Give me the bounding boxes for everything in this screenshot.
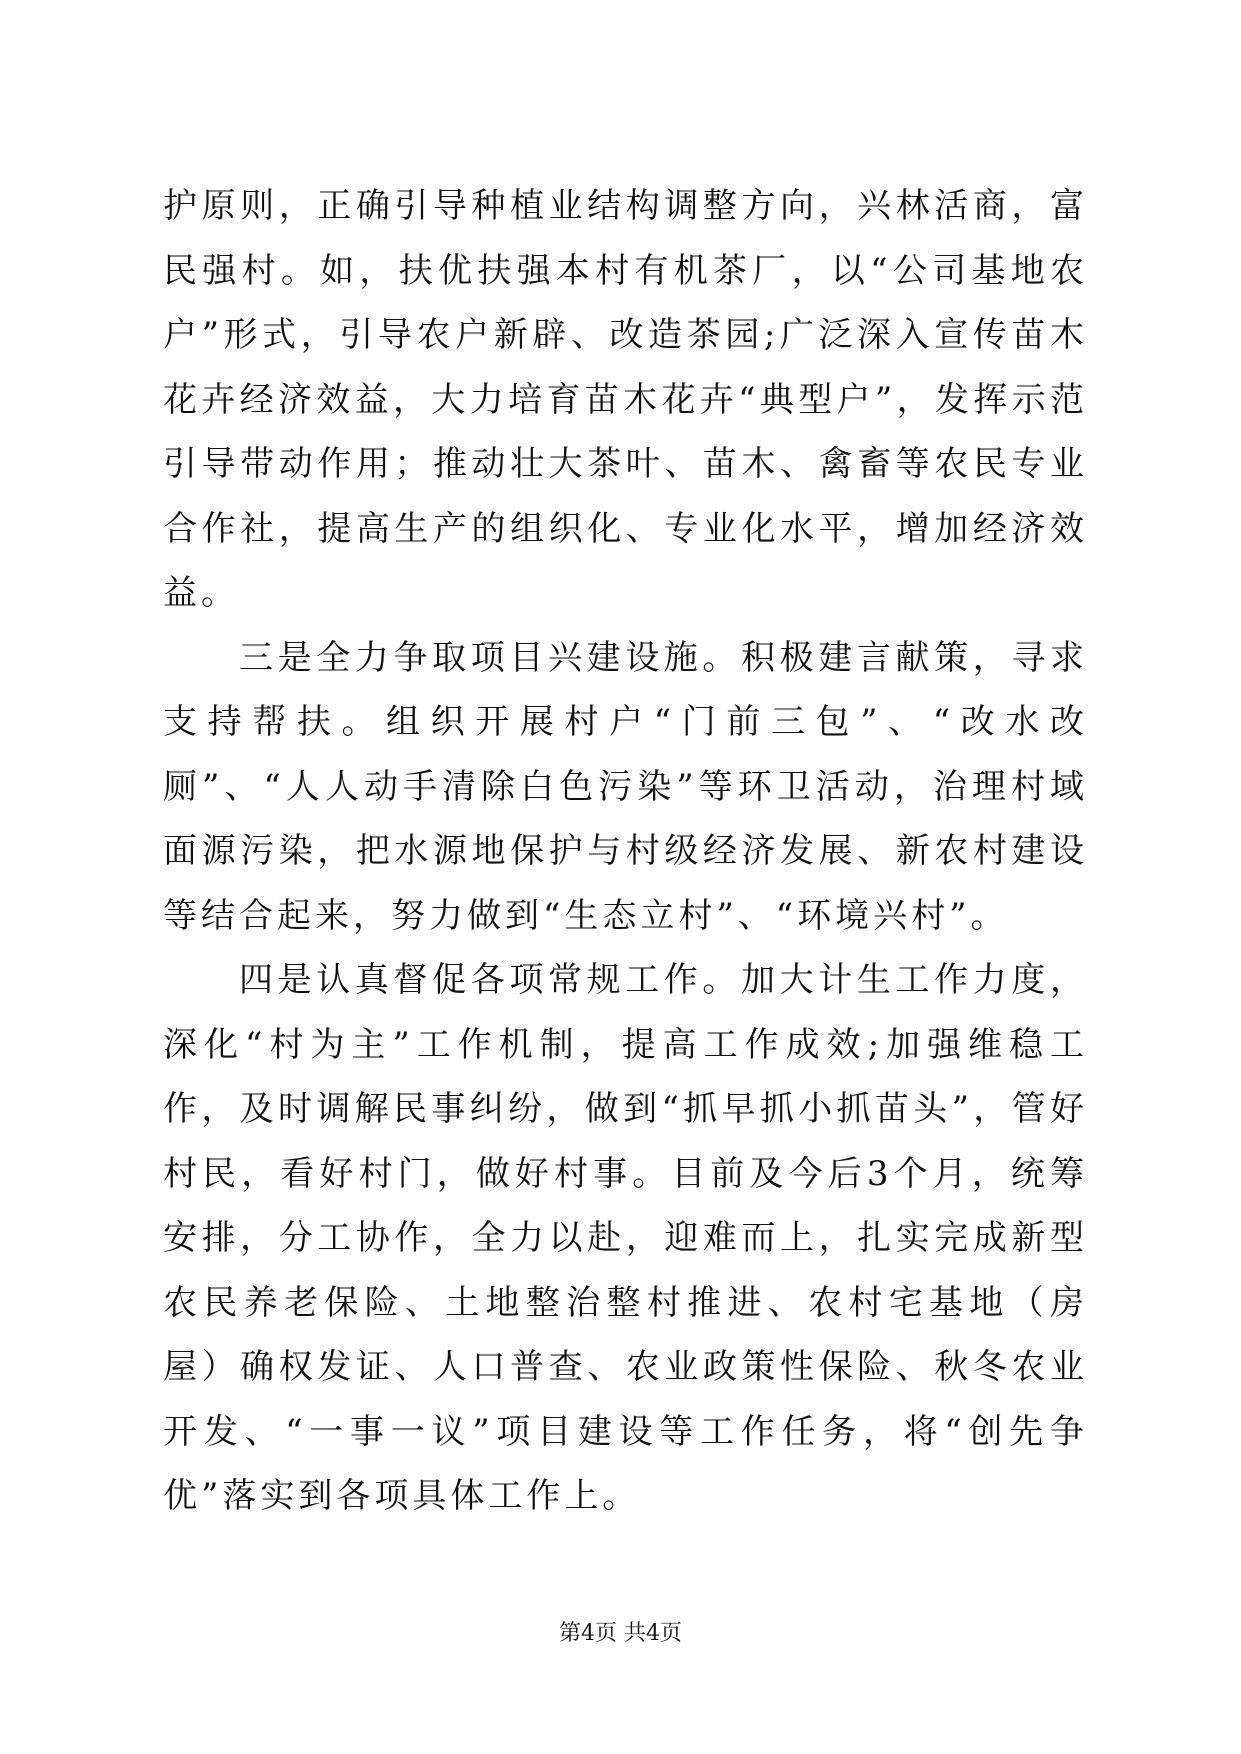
page-footer — [0, 1619, 1241, 1649]
paragraph-continuation: 护原则，正确引导种植业结构调整方向，兴林活商，富民强村。如，扶优扶强本村有机茶厂，以“公司基地农户”形式，引导农户新辟、改造茶园;广泛深入宣传苗木花卉经济效益，大力培育苗木花卉“典型户”，发挥示范引导带动作用；推动壮大茶叶、苗木、禽畜等农民专业合作社，提高生产的组织化、专业化水平，增加经济效益。 — [163, 186, 1088, 613]
body-text — [163, 174, 1088, 1529]
page-number-label: 第4页 共4页 — [559, 1621, 682, 1646]
paragraph-item-three: 三是全力争取项目兴建设施。积极建言献策，寻求支持帮扶。组织开展村户“门前三包”、“改水改厕”、“人人动手清除白色污染”等环卫活动，治理村域面源污染，把水源地保护与村级经济发展、新农村建设等结合起来，努力做到“生态立村”、“环境兴村”。 — [163, 637, 1088, 936]
paragraph-item-four: 四是认真督促各项常规工作。加大计生工作力度，深化“村为主”工作机制，提高工作成效;加强维稳工作，及时调解民事纠纷，做到“抓早抓小抓苗头”，管好村民，看好村门，做好村事。目前及今后3个月，统筹安排，分工协作，全力以赴，迎难而上，扎实完成新型农民养老保险、土地整治整村推进、农村宅基地（房屋）确权发证、人口普查、农业政策性保险、秋冬农业开发、“一事一议”项目建设等工作任务，将“创先争优”落实到各项具体工作上。 — [163, 960, 1088, 1516]
